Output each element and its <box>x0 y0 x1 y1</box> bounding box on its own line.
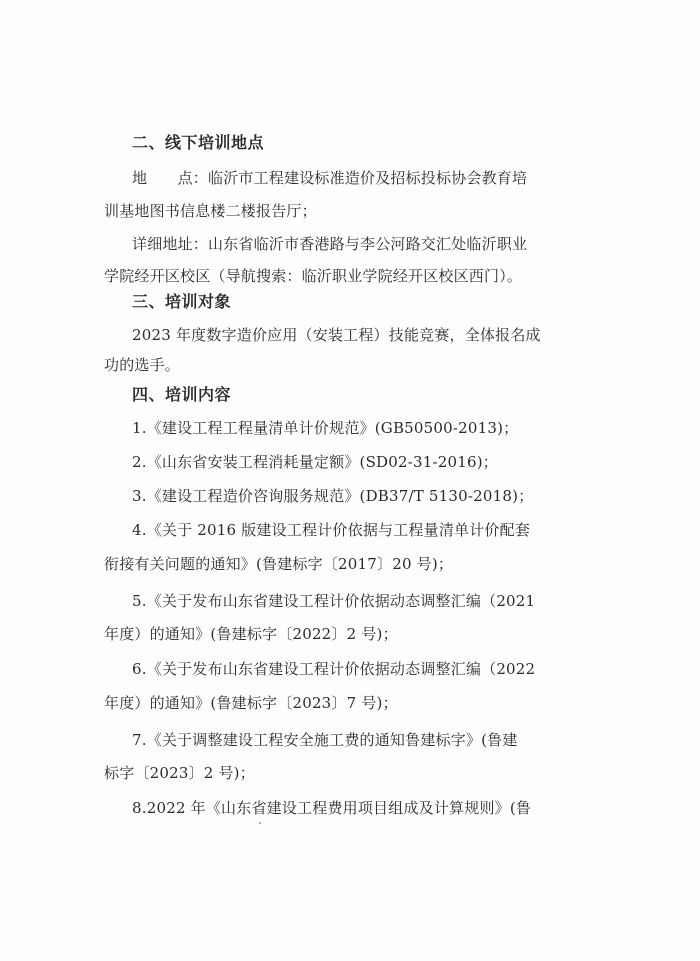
venue-address-line-1: 详细地址：山东省临沂市香港路与李公河路交汇处临沂职业 <box>132 235 528 253</box>
content-item-3: 3.《建设工程造价咨询服务规范》(DB37/T 5130-2018)； <box>132 487 534 505</box>
section-heading-audience: 三、培训对象 <box>132 292 232 311</box>
audience-line-1: 2023 年度数字造价应用（安装工程）技能竞赛，全体报名成 <box>132 326 541 344</box>
content-item-5-line-1: 5.《关于发布山东省建设工程计价依据动态调整汇编（2021 <box>132 592 536 610</box>
content-item-7-line-2: 标字〔2023〕2 号)； <box>104 764 255 782</box>
content-item-6-line-1: 6.《关于发布山东省建设工程计价依据动态调整汇编（2022 <box>132 660 536 678</box>
content-item-4-line-1: 4.《关于 2016 版建设工程计价依据与工程量清单计价配套 <box>132 521 531 539</box>
content-item-7-line-1: 7.《关于调整建设工程安全施工费的通知鲁建标字》(鲁建 <box>132 731 518 749</box>
section-heading-content: 四、培训内容 <box>132 385 232 404</box>
venue-location-line-2: 训基地图书信息楼二楼报告厅； <box>104 202 317 220</box>
audience-line-2: 功的选手。 <box>104 356 181 374</box>
content-item-1: 1.《建设工程工程量清单计价规范》(GB50500-2013)； <box>132 419 519 437</box>
section-heading-venue: 二、线下培训地点 <box>132 133 265 152</box>
content-item-2: 2.《山东省安装工程消耗量定额》(SD02-31-2016)； <box>132 453 499 471</box>
venue-location-line-1: 地 点：临沂市工程建设标准造价及招标投标协会教育培 <box>132 169 528 187</box>
content-item-5-line-2: 年度）的通知》(鲁建标字〔2022〕2 号)； <box>104 625 398 643</box>
content-item-4-line-2: 衔接有关问题的通知》(鲁建标字〔2017〕20 号)； <box>104 555 454 573</box>
content-item-6-line-2: 年度）的通知》(鲁建标字〔2023〕7 号)； <box>104 694 398 712</box>
content-item-8-line-1: 8.2022 年《山东省建设工程费用项目组成及计算规则》(鲁 <box>132 799 532 817</box>
venue-address-line-2: 学院经开区校区（导航搜索：临沂职业学院经开区校区西门）。 <box>104 267 523 285</box>
scan-speck <box>259 822 261 824</box>
